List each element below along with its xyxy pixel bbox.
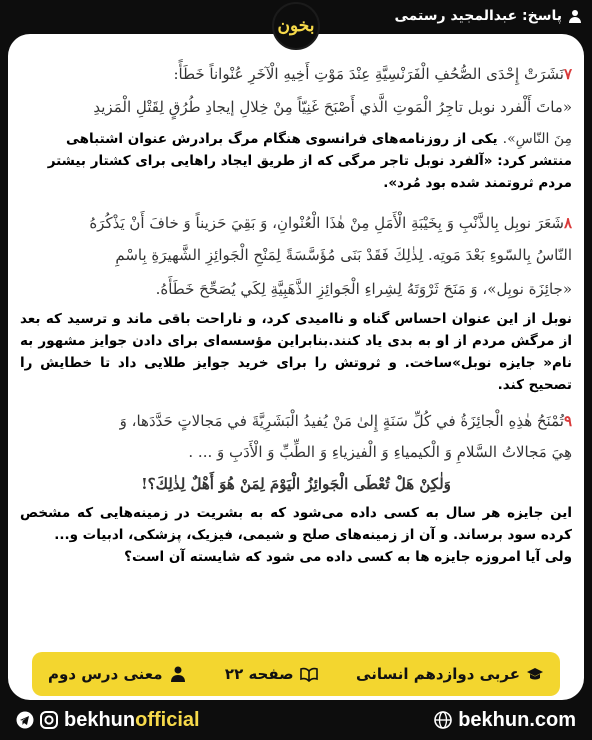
logo: بخون — [272, 2, 320, 50]
item-9 — [20, 406, 572, 568]
social-handle[interactable]: bekhun official — [16, 709, 200, 732]
social-footer — [0, 700, 592, 740]
item-8 — [20, 208, 572, 396]
answer-label: پاسخ: عبدالمجید رستمی — [394, 8, 562, 24]
telegram-icon — [16, 711, 34, 729]
persian-translation: یکی از روزنامه‌های فرانسوی هنگام مرگ برادرش عنوان اشتباهی منتشر کرد: «آلفرد نوبل تاجر مرگی که از طریق ایجاد راهایی برای کشتار بیشتر مردم ثروتمند شده بود مُرد». — [47, 131, 572, 191]
book-title: عربی دوازدهم انسانی — [356, 665, 544, 683]
book-icon — [300, 665, 318, 683]
page-ref: صفحه ۲۲ — [225, 665, 318, 683]
arabic-question: وَلٰكِنْ هَلْ تُعْطَى الْجَوائِزُ الْيَوْمَ لِمَنْ هُوَ أَهْلٌ لِذٰلِكَ؟! — [141, 475, 451, 493]
arabic-line: ۹تُمْنَحُ هٰذِهِ الْجائِزَةُ في كُلِّ سَنَةٍ إِلىٰ مَنْ يُفيدُ الْبَشَرِيَّةَ في مَجالاتٍ حَدَّدَها، وَ — [119, 412, 572, 430]
arabic-line: «جائِزَة نوبِل»، وَ مَنَحَ ثَرْوَتَهُ لِشِراءِ الْجَوائِزِ الذَّهَبِيَّةِ لِكَي يُصَحِّحَ خَطَأَهُ. — [155, 280, 572, 298]
arabic-line: النّاسُ بِالسّوءِ بَعْدَ مَوتِه. لِذٰلِكَ فَقَدْ بَنَى مُؤَسَّسَةً لِمَنْحِ الْجَوائِزِ الشَّهيرَةِ بِاسْمِ — [115, 246, 572, 264]
user-icon — [568, 9, 582, 23]
persian-translation: این جایزه هر سال به کسی داده می‌شود که به بشریت در زمینه‌هایی که مشخص کرده سود برساند. و آن از زمینه‌های صلح و شیمی، فیزیک، پزشکی، ادبیات و... — [20, 505, 572, 543]
globe-icon — [434, 711, 452, 729]
arabic-line: ۷نَشَرَتْ إِحْدَى الصُّحُفِ الْفَرَنْسِيَّةِ عِنْدَ مَوْتِ أَخِيهِ الْآخَرِ عُنْواناً خَطَأً: — [173, 65, 572, 83]
arabic-line: هِيَ مَجالاتُ السَّلامِ وَ الْكيمياءِ وَ الْفيزياءِ وَ الطِّبِّ وَ الْأَدَبِ وَ ... . — [188, 443, 572, 461]
lesson-title: معنی درس دوم — [48, 665, 187, 683]
answer-credit — [394, 8, 582, 24]
website-link[interactable]: bekhun.com — [434, 709, 576, 732]
graduation-cap-icon — [526, 665, 544, 683]
lesson-text — [20, 44, 572, 568]
lesson-info-band — [32, 652, 560, 696]
teacher-icon — [169, 665, 187, 683]
item-7 — [20, 62, 572, 194]
arabic-line: ۸شَعَرَ نوبِل بِالذَّنْبِ وَ بِخَيْبَةِ الْأَمَلِ مِنْ هٰذَا الْعُنْوانِ، وَ بَقِيَ حَزيناً وَ خافَ أَنْ يَذْكُرَهُ — [89, 214, 572, 232]
arabic-line: مِنَ النّاسِ». — [502, 131, 572, 147]
instagram-icon — [40, 711, 58, 729]
persian-translation: نوبل از این عنوان احساس گناه و ناامیدی کرد، و ناراحت باقی ماند و ترسید که بعد از مرگش مردم از او به بدی یاد کنند.بنابراین مؤسسه‌ای برای دادن جوایز مشهور به نام« جایزه نوبل»ساخت. و ثروتش را برای خرید جوایز طلایی داد تا خطایش را تصحیح کند. — [20, 311, 572, 393]
arabic-line: «ماتَ أَلْفرد نوبل تاجِرُ الْمَوتِ الَّذي أَصْبَحَ غَنِيّاً مِنْ خِلالِ إيجادِ طُرُقٍ لِقَتْلِ الْمَزيدِ — [93, 98, 572, 116]
content-card — [8, 34, 584, 700]
persian-question: ولی آیا امروزه جایزه ها به کسی داده می شود که شایسته آن است؟ — [124, 549, 572, 565]
